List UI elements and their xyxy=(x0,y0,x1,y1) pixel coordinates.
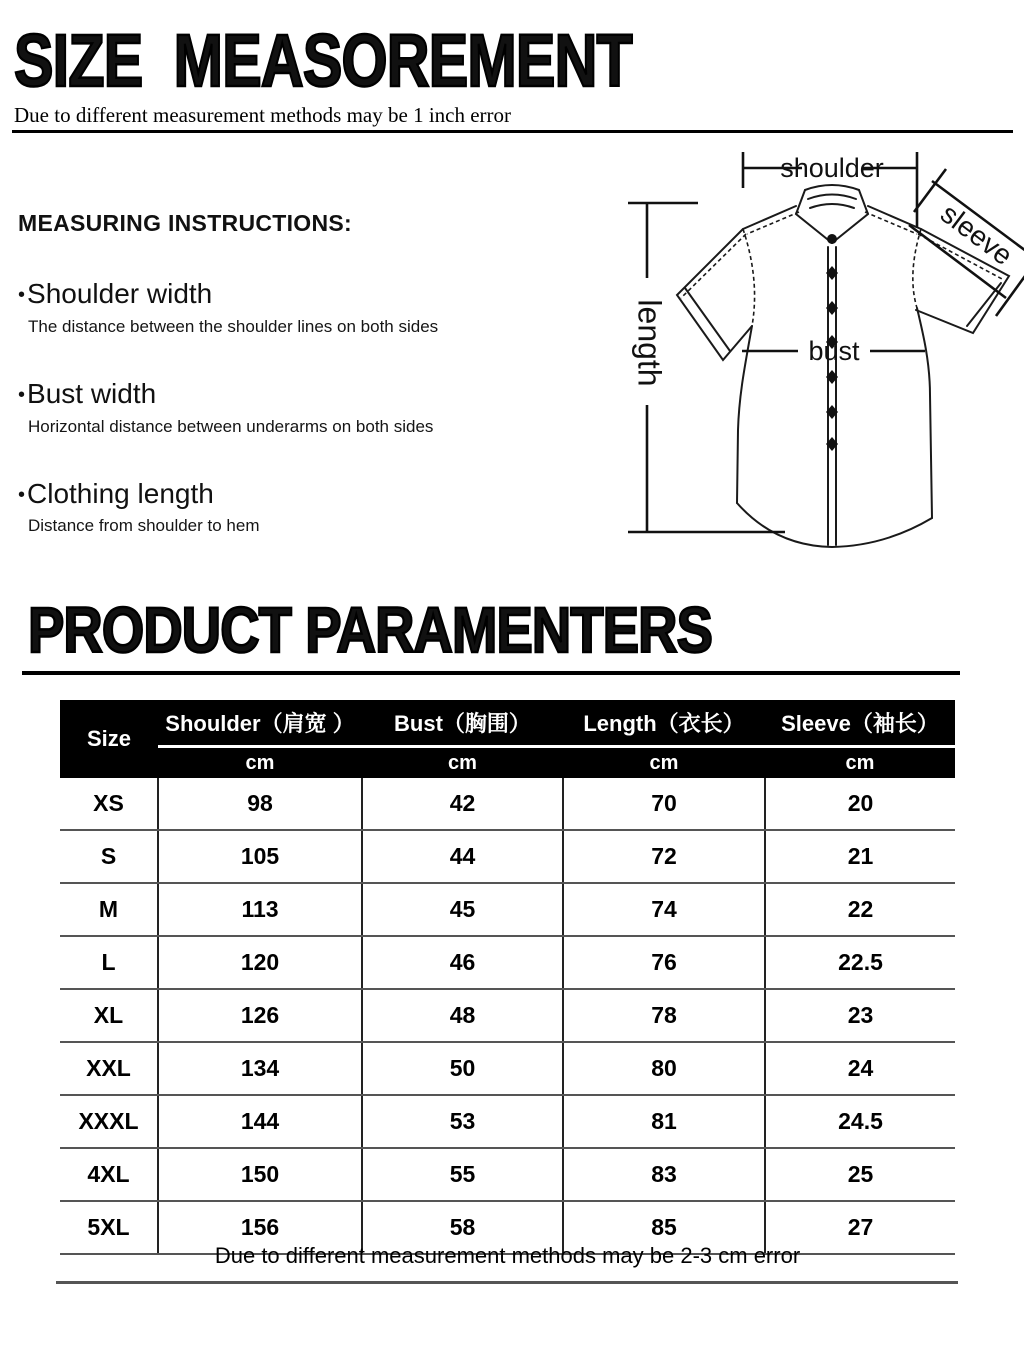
measurement-error-note: Due to different measurement methods may be 2-3 cm error xyxy=(214,1243,801,1268)
bust-dimension-label: bust xyxy=(808,336,860,366)
instruction-desc: The distance between the shoulder lines on both sides xyxy=(28,316,439,336)
col-header-shoulder: Shoulder（肩宽 ） xyxy=(158,700,362,747)
cell-sleeve: 25 xyxy=(765,1148,955,1201)
cell-bust: 42 xyxy=(362,778,563,830)
cell-shoulder: 150 xyxy=(158,1148,362,1201)
cell-bust: 46 xyxy=(362,936,563,989)
table-row xyxy=(60,1148,955,1201)
instruction-desc: Horizontal distance between underarms on both sides xyxy=(28,416,434,436)
cell-length: 70 xyxy=(563,778,765,830)
col-header-size: Size xyxy=(60,700,158,778)
table-row xyxy=(60,883,955,936)
cell-shoulder: 120 xyxy=(158,936,362,989)
table-row xyxy=(60,830,955,883)
cell-size: XXL xyxy=(60,1042,158,1095)
cell-sleeve: 21 xyxy=(765,830,955,883)
cell-shoulder: 98 xyxy=(158,778,362,830)
instruction-title xyxy=(18,279,598,310)
cell-length: 81 xyxy=(563,1095,765,1148)
cell-size: XL xyxy=(60,989,158,1042)
table-row xyxy=(60,989,955,1042)
cell-bust: 55 xyxy=(362,1148,563,1201)
divider-top xyxy=(12,130,1013,133)
cell-size: S xyxy=(60,830,158,883)
instruction-title-text: Clothing length xyxy=(27,477,214,509)
instruction-title-text: Bust width xyxy=(27,377,157,409)
cell-bust: 58 xyxy=(362,1201,563,1254)
cell-sleeve: 22 xyxy=(765,883,955,936)
instruction-title xyxy=(18,479,598,510)
measuring-instructions xyxy=(18,210,598,536)
table-body xyxy=(60,778,955,1254)
cell-length: 83 xyxy=(563,1148,765,1201)
cell-bust: 53 xyxy=(362,1095,563,1148)
shirt-measurement-diagram xyxy=(600,140,1024,570)
instruction-item-bust xyxy=(18,379,598,437)
cell-bust: 44 xyxy=(362,830,563,883)
instruction-title xyxy=(18,379,598,410)
cell-length: 72 xyxy=(563,830,765,883)
page-subtitle: Due to different measurement methods may be 1 inch error xyxy=(14,103,512,127)
cell-sleeve: 27 xyxy=(765,1201,955,1254)
unit-label: cm xyxy=(158,747,362,779)
cell-sleeve: 24.5 xyxy=(765,1095,955,1148)
unit-label: cm xyxy=(765,747,955,779)
bullet-icon: • xyxy=(18,284,26,306)
instruction-title-text: Shoulder width xyxy=(27,278,213,309)
cell-sleeve: 22.5 xyxy=(765,936,955,989)
cell-size: XXXL xyxy=(60,1095,158,1148)
page-title: SIZE MEASOREMENT xyxy=(14,19,632,102)
bullet-icon: • xyxy=(18,383,26,406)
instruction-desc: Distance from shoulder to hem xyxy=(28,516,260,536)
divider-product xyxy=(22,671,960,675)
cell-sleeve: 20 xyxy=(765,778,955,830)
instruction-item-length xyxy=(18,479,598,537)
cell-sleeve: 23 xyxy=(765,989,955,1042)
cell-shoulder: 105 xyxy=(158,830,362,883)
cell-sleeve: 24 xyxy=(765,1042,955,1095)
cell-shoulder: 134 xyxy=(158,1042,362,1095)
col-header-sleeve: Sleeve（袖长） xyxy=(765,700,955,747)
col-header-bust: Bust（胸围） xyxy=(362,700,563,747)
divider-bottom xyxy=(56,1281,958,1284)
cell-length: 74 xyxy=(563,883,765,936)
cell-bust: 48 xyxy=(362,989,563,1042)
table-row xyxy=(60,936,955,989)
cell-size: M xyxy=(60,883,158,936)
length-dimension-label: length xyxy=(631,299,668,387)
cell-bust: 45 xyxy=(362,883,563,936)
instruction-item-shoulder xyxy=(18,279,598,337)
cell-shoulder: 126 xyxy=(158,989,362,1042)
cell-length: 80 xyxy=(563,1042,765,1095)
cell-length: 76 xyxy=(563,936,765,989)
table-header xyxy=(60,700,955,778)
table-row xyxy=(60,1095,955,1148)
col-header-length: Length（衣长） xyxy=(563,700,765,747)
cell-length: 78 xyxy=(563,989,765,1042)
cell-size: XS xyxy=(60,778,158,830)
cell-shoulder: 113 xyxy=(158,883,362,936)
sleeve-dimension-label: sleeve xyxy=(935,197,1019,272)
product-parameters-title: PRODUCT PARAMENTERS xyxy=(28,594,713,666)
table-row xyxy=(60,778,955,830)
cell-shoulder: 156 xyxy=(158,1201,362,1254)
cell-bust: 50 xyxy=(362,1042,563,1095)
cell-size: L xyxy=(60,936,158,989)
instructions-heading: MEASURING INSTRUCTIONS: xyxy=(18,210,353,236)
table-row xyxy=(60,1042,955,1095)
cell-length: 85 xyxy=(563,1201,765,1254)
bullet-icon: • xyxy=(18,483,26,506)
shoulder-dimension-label: shoulder xyxy=(780,153,884,183)
cell-size: 4XL xyxy=(60,1148,158,1201)
cell-size: 5XL xyxy=(60,1201,158,1254)
unit-label: cm xyxy=(362,747,563,779)
size-measurement-table xyxy=(60,700,955,1255)
cell-shoulder: 144 xyxy=(158,1095,362,1148)
unit-label: cm xyxy=(563,747,765,779)
